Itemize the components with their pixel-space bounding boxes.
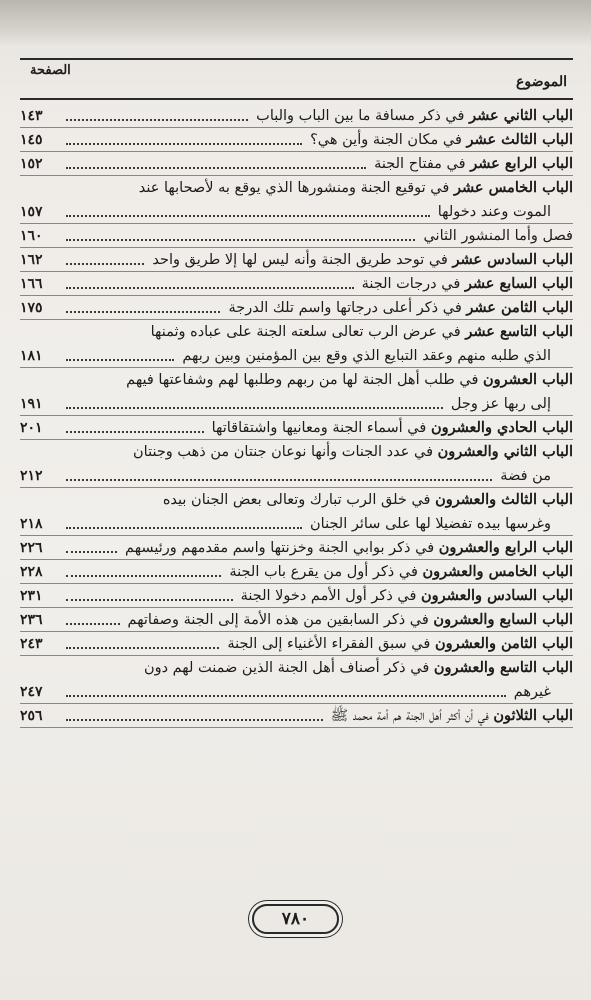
toc-entry-line bbox=[20, 488, 573, 512]
chapter-label: الباب السابع والعشرون bbox=[433, 611, 573, 628]
entry-title bbox=[331, 704, 573, 728]
toc-header bbox=[20, 58, 573, 100]
chapter-subject: في توقيع الجنة ومنشورها الذي يوقع به لأصحابها عند bbox=[138, 180, 454, 196]
page-ref: ٢٥٦ bbox=[20, 708, 43, 724]
leader-dots bbox=[66, 575, 221, 577]
page-ref: ٢٢٦ bbox=[20, 540, 43, 556]
toc-entry-line bbox=[20, 128, 573, 152]
leader-dots bbox=[66, 287, 354, 289]
leader-dots bbox=[66, 239, 415, 241]
toc-entry-line bbox=[20, 608, 573, 632]
entry-title bbox=[144, 656, 573, 680]
toc-entry-line bbox=[20, 632, 573, 656]
leader-dots bbox=[66, 359, 174, 361]
entry-title bbox=[182, 344, 551, 368]
chapter-subject: في ذكر مسافة ما بين الباب والباب bbox=[256, 108, 470, 124]
chapter-subject: في ذكر أول من يقرع باب الجنة bbox=[229, 564, 423, 580]
entry-title bbox=[229, 560, 573, 584]
entry-title bbox=[374, 152, 573, 176]
entry-title bbox=[514, 680, 551, 704]
entry-title bbox=[152, 248, 573, 272]
toc-entry-line bbox=[20, 704, 573, 728]
chapter-subject: من فضة bbox=[500, 468, 551, 484]
toc-entry bbox=[20, 656, 573, 704]
toc-entry bbox=[20, 368, 573, 416]
leader-dots bbox=[66, 143, 302, 145]
page-ref: ٢٤٣ bbox=[20, 636, 43, 652]
entry-title bbox=[451, 392, 551, 416]
toc-entry bbox=[20, 584, 573, 608]
chapter-label: الباب السادس عشر bbox=[452, 251, 573, 268]
toc-entry bbox=[20, 128, 573, 152]
chapter-label: الباب الثامن والعشرون bbox=[434, 635, 573, 652]
leader-dots bbox=[66, 551, 117, 553]
leader-dots bbox=[66, 623, 120, 625]
chapter-label: الباب التاسع والعشرون bbox=[433, 659, 573, 676]
toc-entry bbox=[20, 224, 573, 248]
entry-title bbox=[126, 368, 573, 392]
toc-entry-line bbox=[20, 392, 573, 416]
toc-entry bbox=[20, 416, 573, 440]
leader-dots bbox=[66, 431, 204, 433]
chapter-subject: في درجات الجنة bbox=[361, 276, 465, 292]
entry-title bbox=[362, 272, 573, 296]
chapter-subject: في خلق الرب تبارك وتعالى بعض الجنان بيده bbox=[162, 492, 436, 508]
topic-column-label: الموضوع bbox=[516, 74, 567, 90]
page-ref: ٢٠١ bbox=[20, 420, 43, 436]
toc-entry bbox=[20, 632, 573, 656]
chapter-label: الباب الثامن عشر bbox=[466, 299, 573, 316]
chapter-label: الباب الثاني عشر bbox=[469, 107, 573, 124]
chapter-label: الباب الرابع والعشرون bbox=[438, 539, 573, 556]
page-ref: ١٥٢ bbox=[20, 156, 43, 172]
entry-divider bbox=[20, 727, 573, 728]
toc-entry bbox=[20, 248, 573, 272]
toc-entry bbox=[20, 272, 573, 296]
leader-dots bbox=[66, 407, 443, 409]
chapter-subject: الموت وعند دخولها bbox=[437, 204, 551, 220]
entry-title bbox=[241, 584, 573, 608]
entry-title bbox=[310, 128, 573, 152]
entry-title bbox=[151, 320, 573, 344]
toc-entry bbox=[20, 608, 573, 632]
leader-dots bbox=[66, 119, 248, 121]
toc-entry-line bbox=[20, 152, 573, 176]
toc-entry bbox=[20, 440, 573, 488]
chapter-subject: في ذكر أول الأمم دخولا الجنة bbox=[240, 588, 422, 604]
page-footer bbox=[0, 900, 591, 940]
toc-entry bbox=[20, 704, 573, 728]
page-ref: ١٤٣ bbox=[20, 108, 43, 124]
chapter-label: الباب الحادي والعشرون bbox=[430, 419, 573, 436]
page-ref: ٢٣٦ bbox=[20, 612, 43, 628]
entry-title bbox=[423, 224, 573, 248]
page-ref: ١٤٥ bbox=[20, 132, 43, 148]
toc-entry bbox=[20, 320, 573, 368]
toc-entry bbox=[20, 104, 573, 128]
leader-dots bbox=[66, 167, 366, 169]
toc-entry-line bbox=[20, 440, 573, 464]
page-ref: ٢٢٨ bbox=[20, 564, 43, 580]
toc-entry bbox=[20, 152, 573, 176]
leader-dots bbox=[66, 647, 219, 649]
leader-dots bbox=[66, 215, 430, 217]
toc-entry-line bbox=[20, 248, 573, 272]
page-ref: ٢٣١ bbox=[20, 588, 43, 604]
chapter-subject: في مكان الجنة وأين هي؟ bbox=[310, 132, 467, 148]
entry-title bbox=[125, 536, 573, 560]
page-ref: ١٦٢ bbox=[20, 252, 43, 268]
page-ref: ١٨١ bbox=[20, 348, 43, 364]
chapter-subject: في عرض الرب تعالى سلعته الجنة على عباده وثمنها bbox=[150, 324, 466, 340]
leader-dots bbox=[66, 599, 233, 601]
toc-entry-line bbox=[20, 176, 573, 200]
entry-title bbox=[500, 464, 551, 488]
leader-dots bbox=[66, 695, 506, 697]
chapter-subject: غيرهم bbox=[513, 684, 551, 700]
page-number: ٧٨٠ bbox=[252, 904, 339, 934]
chapter-subject: في ذكر أصناف أهل الجنة الذين ضمنت لهم دون bbox=[143, 660, 434, 676]
toc-entry-line bbox=[20, 464, 573, 488]
entry-title bbox=[310, 512, 551, 536]
page-ref: ٢٤٧ bbox=[20, 684, 43, 700]
toc-entry bbox=[20, 560, 573, 584]
chapter-label: الباب الثلاثون bbox=[493, 707, 573, 724]
leader-dots bbox=[66, 479, 492, 481]
page-ref: ١٦٦ bbox=[20, 276, 43, 292]
toc-entry-line bbox=[20, 320, 573, 344]
chapter-label: الباب الخامس والعشرون bbox=[422, 563, 573, 580]
chapter-subject: في أن أكثر أهل الجنة هم أمة محمد ﷺ bbox=[330, 708, 494, 724]
toc-entry bbox=[20, 536, 573, 560]
toc-entry-line bbox=[20, 200, 573, 224]
page-ref: ١٩١ bbox=[20, 396, 43, 412]
chapter-label: الباب العشرون bbox=[483, 371, 573, 388]
entry-title bbox=[163, 488, 573, 512]
toc-entry-line bbox=[20, 680, 573, 704]
chapter-label: الباب الثالث عشر bbox=[466, 131, 573, 148]
chapter-label: الباب الرابع عشر bbox=[470, 155, 573, 172]
entry-title bbox=[133, 440, 573, 464]
toc-entry bbox=[20, 176, 573, 224]
toc-entry-line bbox=[20, 224, 573, 248]
toc-entries bbox=[20, 104, 573, 728]
chapter-label: الباب السادس والعشرون bbox=[421, 587, 573, 604]
chapter-subject: في ذكر السابقين من هذه الأمة إلى الجنة وصفاتهم bbox=[127, 612, 434, 628]
toc-entry-line bbox=[20, 416, 573, 440]
chapter-label: الباب السابع عشر bbox=[464, 275, 573, 292]
chapter-label: الباب الثالث والعشرون bbox=[435, 491, 573, 508]
chapter-subject: وغرسها بيده تفضيلا لها على سائر الجنان bbox=[310, 516, 551, 532]
page-top-shadow bbox=[0, 0, 591, 46]
toc-entry-line bbox=[20, 512, 573, 536]
toc-entry-line bbox=[20, 344, 573, 368]
chapter-subject: في عدد الجنات وأنها نوعان جنتان من ذهب وجنتان bbox=[133, 444, 438, 460]
entry-title bbox=[438, 200, 551, 224]
entry-title bbox=[128, 608, 573, 632]
entry-title bbox=[256, 104, 573, 128]
chapter-subject: في سبق الفقراء الأغنياء إلى الجنة bbox=[227, 636, 435, 652]
chapter-label: الباب الثاني والعشرون bbox=[437, 443, 573, 460]
entry-title bbox=[229, 296, 574, 320]
toc-entry-line bbox=[20, 272, 573, 296]
toc-entry-line bbox=[20, 104, 573, 128]
toc-entry-line bbox=[20, 368, 573, 392]
leader-dots bbox=[66, 311, 220, 313]
chapter-subject: فصل وأما المنشور الثاني bbox=[423, 228, 573, 244]
page-ref: ٢١٨ bbox=[20, 516, 43, 532]
entry-title bbox=[227, 632, 573, 656]
chapter-subject: الذي طلبه منهم وعقد التبايع الذي وقع بين المؤمنين وبين ربهم bbox=[182, 348, 551, 364]
page-column-label: الصفحة bbox=[30, 63, 71, 78]
chapter-subject: في توحد طريق الجنة وأنه ليس لها إلا طريق واحد bbox=[152, 252, 453, 268]
chapter-subject: في أسماء الجنة ومعانيها واشتقاقاتها bbox=[211, 420, 431, 436]
chapter-subject: إلى ربها عز وجل bbox=[450, 396, 551, 412]
chapter-label: الباب التاسع عشر bbox=[465, 323, 573, 340]
page-ref: ١٦٠ bbox=[20, 228, 43, 244]
chapter-label: الباب الخامس عشر bbox=[453, 179, 573, 196]
toc-entry-line bbox=[20, 296, 573, 320]
toc-entry bbox=[20, 296, 573, 320]
chapter-subject: في طلب أهل الجنة لها من ربهم وطلبها لهم وشفاعتها فيهم bbox=[126, 372, 484, 388]
chapter-subject: في ذكر أعلى درجاتها واسم تلك الدرجة bbox=[228, 300, 467, 316]
leader-dots bbox=[66, 263, 144, 265]
page-ref: ٢١٢ bbox=[20, 468, 43, 484]
chapter-subject: في مفتاح الجنة bbox=[374, 156, 471, 172]
chapter-subject: في ذكر بوابي الجنة وخزنتها واسم مقدمهم ورئيسهم bbox=[125, 540, 439, 556]
toc-entry-line bbox=[20, 536, 573, 560]
page-ref: ١٥٧ bbox=[20, 204, 43, 220]
toc-entry-line bbox=[20, 656, 573, 680]
entry-title bbox=[212, 416, 573, 440]
toc-entry bbox=[20, 488, 573, 536]
entry-title bbox=[139, 176, 573, 200]
toc-entry-line bbox=[20, 584, 573, 608]
leader-dots bbox=[66, 527, 302, 529]
page-ref: ١٧٥ bbox=[20, 300, 43, 316]
leader-dots bbox=[66, 719, 323, 721]
toc-entry-line bbox=[20, 560, 573, 584]
